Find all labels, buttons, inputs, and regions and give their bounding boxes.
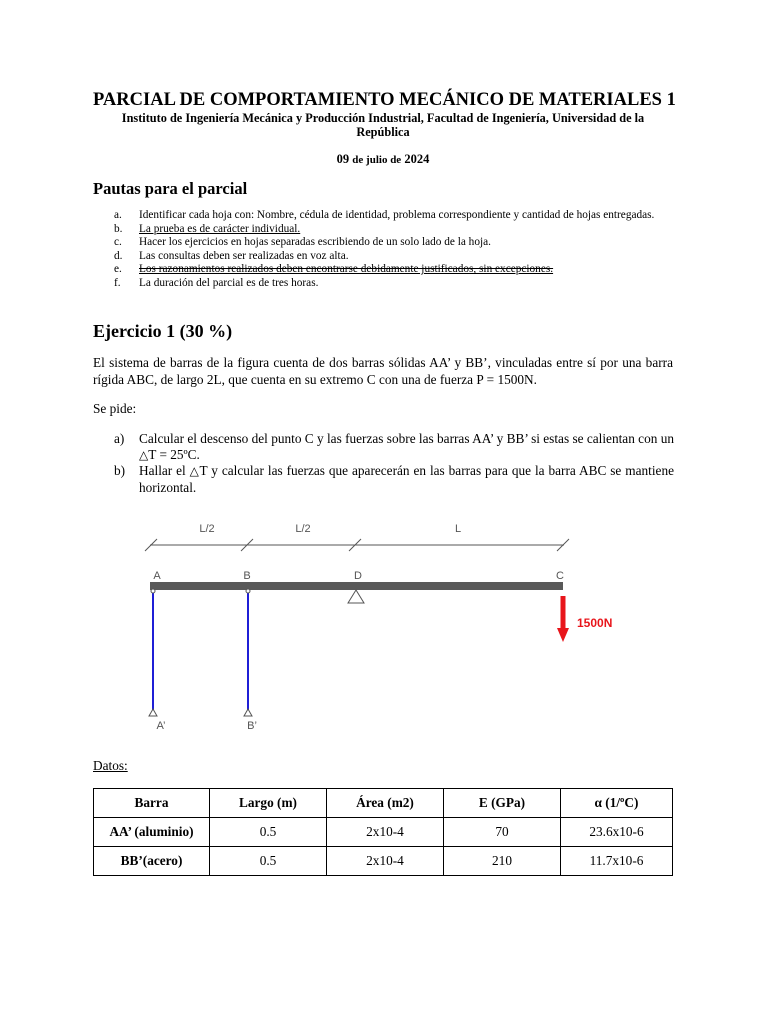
point-label-a: A xyxy=(153,570,161,582)
support-b-icon xyxy=(244,709,252,716)
table-cell: 70 xyxy=(444,818,561,847)
list-marker: a) xyxy=(114,431,125,446)
list-text: La prueba es de carácter individual. xyxy=(139,222,301,235)
list-text: Los razonamientos realizados deben encontrarse debidamente justificados, sin excepciones. xyxy=(139,263,554,276)
pin-a xyxy=(151,589,155,593)
dim-label-bd: L/2 xyxy=(295,523,311,535)
table-row xyxy=(94,818,673,847)
datos-label: Datos: xyxy=(93,758,128,773)
task-text-before: Calcular el descenso del punto C y las fuerzas sobre las barras AA’ y BB’ si estas se calientan con un xyxy=(139,431,674,446)
table-header-row xyxy=(94,789,673,818)
data-table xyxy=(93,788,673,876)
support-label-a: A’ xyxy=(156,720,166,732)
column-header: Barra xyxy=(94,789,210,818)
list-item xyxy=(114,209,674,223)
point-label-d: D xyxy=(354,570,362,582)
exam-title: PARCIAL DE COMPORTAMIENTO MECÁNICO DE MATERIALES 1 xyxy=(93,90,676,110)
list-text: La duración del parcial es de tres horas. xyxy=(139,276,319,289)
list-item xyxy=(114,236,674,250)
delta-triangle-icon: △ xyxy=(189,464,200,478)
list-item xyxy=(114,223,674,237)
task-text-after: T y calcular las fuerzas que aparecerán en las barras para que la barra ABC se mantiene horizontal. xyxy=(139,463,674,495)
list-item xyxy=(114,250,674,264)
task-text-after: T = 25ºC. xyxy=(148,446,200,462)
pautas-list xyxy=(114,209,674,291)
table-row xyxy=(94,847,673,876)
date-year: 2024 xyxy=(404,152,430,166)
point-label-c: C xyxy=(556,570,564,582)
pautas-heading: Pautas para el parcial xyxy=(93,179,248,198)
exercise-heading: Ejercicio 1 (30 %) xyxy=(93,321,233,341)
table-cell: 23.6x10-6 xyxy=(561,818,673,847)
table-cell: 0.5 xyxy=(210,818,327,847)
list-text: Las consultas deben ser realizadas en voz alta. xyxy=(139,249,349,262)
delta-triangle-icon: △ xyxy=(139,447,149,462)
list-marker: e. xyxy=(114,263,122,276)
list-item xyxy=(114,277,674,291)
table-cell: 2x10-4 xyxy=(327,818,444,847)
se-pide-label: Se pide: xyxy=(93,401,137,416)
list-text: Identificar cada hoja con: Nombre, cédula de identidad, problema correspondiente y cantidad de hojas entregadas. xyxy=(139,209,655,221)
list-marker: c. xyxy=(114,236,122,249)
table-cell: AA’ (aluminio) xyxy=(94,818,210,847)
list-marker: b) xyxy=(114,463,126,478)
column-header: Largo (m) xyxy=(210,789,327,818)
force-label: 1500N xyxy=(577,616,613,630)
list-text: Hacer los ejercicios en hojas separadas escribiendo de un solo lado de la hoja. xyxy=(139,236,491,249)
list-marker: d. xyxy=(114,249,123,262)
support-a-icon xyxy=(149,709,157,716)
exercise-description: El sistema de barras de la figura cuenta de dos barras sólidas AA’ y BB’, vinculadas entre sí por una barra rígida ABC, de largo 2L, que cuenta en su extremo C con una de fuerza P = 1500N. xyxy=(93,355,673,387)
rigid-beam-abc xyxy=(150,582,563,590)
list-marker: b. xyxy=(114,222,123,235)
table-cell: 0.5 xyxy=(210,847,327,876)
support-label-b: B’ xyxy=(247,720,257,732)
list-item xyxy=(114,263,674,277)
list-marker: a. xyxy=(114,209,122,221)
column-header: Área (m2) xyxy=(327,789,444,818)
list-marker: f. xyxy=(114,276,121,289)
force-arrow-shaft xyxy=(561,596,566,628)
table-cell: 210 xyxy=(444,847,561,876)
table-cell: 2x10-4 xyxy=(327,847,444,876)
pin-b xyxy=(246,589,250,593)
task-list xyxy=(114,431,674,495)
column-header: E (GPa) xyxy=(444,789,561,818)
task-text-before: Hallar el xyxy=(139,463,190,478)
column-header: α (1/ºC) xyxy=(561,789,673,818)
dim-label-dc: L xyxy=(454,523,462,535)
beam-diagram xyxy=(0,500,768,740)
table-cell: BB’(acero) xyxy=(94,847,210,876)
support-d-icon xyxy=(348,590,364,603)
dim-label-ab: L/2 xyxy=(199,523,215,535)
list-item xyxy=(114,431,674,463)
institute-subtitle: Instituto de Ingeniería Mecánica y Producción Industrial, Facultad de Ingeniería, Universidad de la República xyxy=(121,111,645,139)
date-month: de julio de xyxy=(352,154,402,166)
date-day: 09 xyxy=(336,152,350,166)
table-cell: 11.7x10-6 xyxy=(561,847,673,876)
point-label-b: B xyxy=(243,570,251,582)
exam-date xyxy=(93,152,673,167)
list-item xyxy=(114,463,674,495)
force-arrow-head-icon xyxy=(557,628,569,642)
